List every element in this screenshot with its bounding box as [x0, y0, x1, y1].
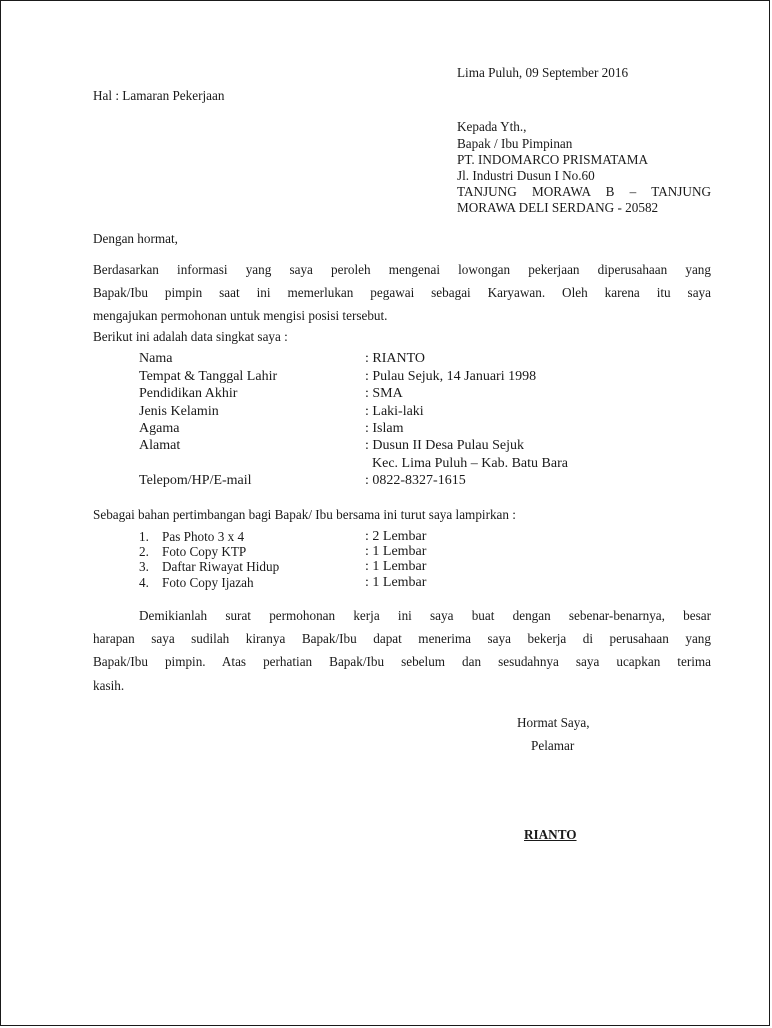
greeting: Dengan hormat,	[93, 231, 178, 246]
recipient-line: Bapak / Ibu Pimpinan	[457, 136, 573, 151]
recipient-line: TANJUNG MORAWA B – TANJUNG	[457, 184, 711, 199]
attachment-number: 3.	[139, 559, 149, 574]
closing-line: harapan saya sudilah kiranya Bapak/Ibu dapat menerima saya bekerja di perusahaan yang	[93, 631, 711, 646]
data-intro: Berikut ini adalah data singkat saya :	[93, 329, 288, 344]
attachment-item: Daftar Riwayat Hidup	[162, 559, 280, 574]
recipient-line: Jl. Industri Dusun I No.60	[457, 168, 595, 183]
attachment-qty: : 2 Lembar	[365, 529, 427, 544]
signature-name: RIANTO	[524, 827, 577, 842]
attachment-qty: : 1 Lembar	[365, 575, 427, 590]
data-label: Alamat	[139, 438, 181, 453]
data-label: Telepom/HP/E-mail	[139, 473, 252, 488]
data-value: : SMA	[365, 386, 403, 401]
data-value: : RIANTO	[365, 351, 426, 366]
data-value: Kec. Lima Puluh – Kab. Batu Bara	[365, 456, 568, 471]
data-label: Jenis Kelamin	[139, 404, 219, 419]
attachment-qty: : 1 Lembar	[365, 559, 427, 574]
data-value: : Islam	[365, 421, 404, 436]
intro-line: Berdasarkan informasi yang saya peroleh mengenai lowongan pekerjaan diperusahaan yang	[93, 262, 711, 277]
closing-line: kasih.	[93, 678, 125, 693]
attachment-qty: : 1 Lembar	[365, 544, 427, 559]
recipient-line: Kepada Yth.,	[457, 119, 527, 134]
applicant-role: Pelamar	[531, 738, 575, 753]
data-label: Tempat & Tanggal Lahir	[139, 369, 278, 384]
closing-line: Demikianlah surat permohonan kerja ini saya buat dengan sebenar-benarnya, besar	[139, 608, 711, 623]
attachments-intro: Sebagai bahan pertimbangan bagi Bapak/ Ibu bersama ini turut saya lampirkan :	[93, 507, 516, 522]
data-value: : Laki-laki	[365, 404, 424, 419]
data-label: Nama	[139, 351, 173, 366]
data-value: : Pulau Sejuk, 14 Januari 1998	[365, 369, 537, 384]
data-value: : 0822-8327-1615	[365, 473, 466, 488]
attachment-item: Pas Photo 3 x 4	[162, 529, 245, 544]
place-date: Lima Puluh, 09 September 2016	[457, 65, 629, 80]
subject-line: Hal : Lamaran Pekerjaan	[93, 88, 225, 103]
recipient-line: MORAWA DELI SERDANG - 20582	[457, 200, 659, 215]
attachment-item: Foto Copy Ijazah	[162, 575, 254, 590]
closing-line: Bapak/Ibu pimpin. Atas perhatian Bapak/Ibu sebelum dan sesudahnya saya ucapkan terima	[93, 654, 711, 669]
data-value: : Dusun II Desa Pulau Sejuk	[365, 438, 525, 453]
data-label: Pendidikan Akhir	[139, 386, 238, 401]
recipient-line: PT. INDOMARCO PRISMATAMA	[457, 152, 649, 167]
attachment-number: 4.	[139, 575, 149, 590]
attachment-number: 1.	[139, 529, 149, 544]
data-label: Agama	[139, 421, 180, 436]
attachment-item: Foto Copy KTP	[162, 544, 247, 559]
intro-line: Bapak/Ibu pimpin saat ini memerlukan pegawai sebagai Karyawan. Oleh karena itu saya	[93, 285, 711, 300]
sign-off: Hormat Saya,	[517, 715, 590, 730]
attachment-number: 2.	[139, 544, 149, 559]
intro-line: mengajukan permohonan untuk mengisi posisi tersebut.	[93, 308, 388, 323]
